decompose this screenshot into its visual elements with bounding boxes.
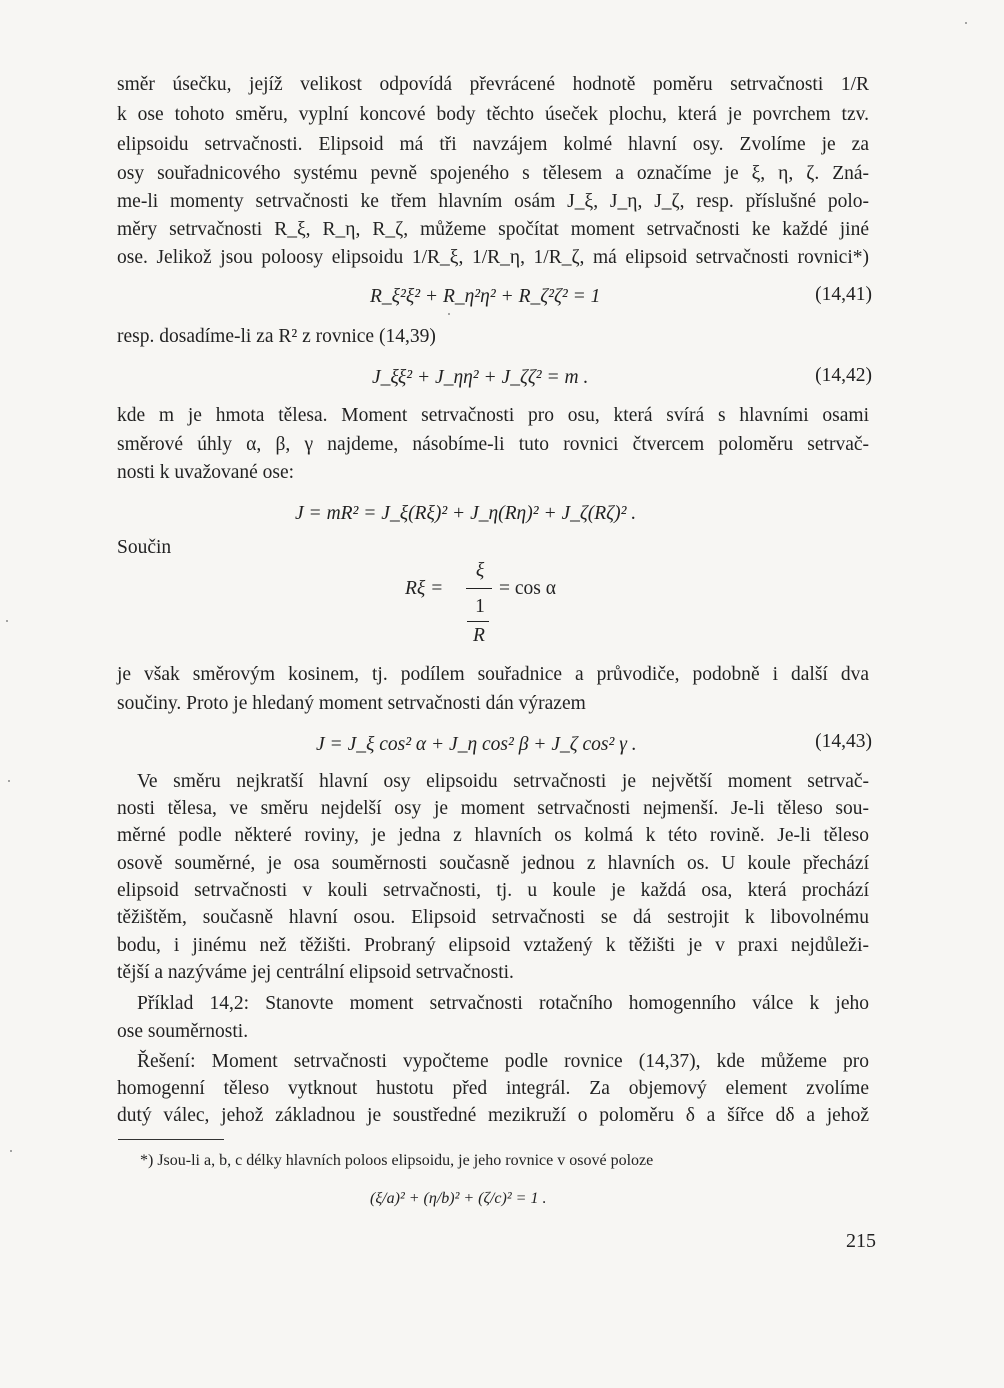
text-line-content: osy souřadnicového systému pevně spojeného s tělesem a označíme je ξ, η, ζ. Zná- bbox=[117, 163, 869, 184]
text-line-content: Součin bbox=[117, 537, 172, 558]
text-line bbox=[117, 934, 869, 958]
fraction-bar bbox=[467, 621, 489, 622]
equation-number: (14,41) bbox=[815, 284, 872, 305]
equation-14-42: J_ξξ² + J_ηη² + J_ζζ² = m . bbox=[372, 367, 589, 388]
text-line-content: součiny. Proto je hledaný moment setrvačnosti dán výrazem bbox=[117, 693, 586, 714]
text-line-content: kde m je hmota tělesa. Moment setrvačnosti pro osu, která svírá s hlavními osami bbox=[117, 405, 869, 426]
text-line-content: bodu, i jinému než těžišti. Probraný elipsoid vztažený k těžišti je v praxi nejdůleži- bbox=[117, 935, 869, 956]
footnote-formula: (ξ/a)² + (η/b)² + (ζ/c)² = 1 . bbox=[370, 1190, 547, 1207]
scan-speck bbox=[965, 22, 967, 24]
text-line-content: měry setrvačnosti R_ξ, R_η, R_ζ, můžeme spočítat moment setrvačnosti ke každé jiné bbox=[117, 219, 869, 240]
text-line bbox=[117, 133, 869, 157]
text-line bbox=[117, 246, 869, 270]
text-line-content: Ve směru nejkratší hlavní osy elipsoidu setrvačnosti je největší moment setrvač- bbox=[137, 771, 869, 792]
text-line-content: osově souměrné, je osa souměrnosti současně jednou z hlavních os. U koule přechází bbox=[117, 853, 869, 874]
text-line bbox=[137, 1050, 869, 1074]
footnote-text: *) Jsou-li a, b, c délky hlavních poloos elipsoidu, je jeho rovnice v osové poloze bbox=[140, 1152, 654, 1169]
text-line-content: nosti tělesa, ve směru nejdelší osy je moment setrvačnosti nejmenší. Je-li těleso sou- bbox=[117, 798, 869, 819]
fraction-denominator-top: 1 bbox=[475, 596, 485, 617]
text-line-content: homogenní těleso vytknout hustotu před integrál. Za objemový element zvolíme bbox=[117, 1078, 869, 1099]
text-line-content: měrné podle některé roviny, je jedna z hlavních os kolmá k této rovině. Je-li těleso bbox=[117, 825, 869, 846]
text-line-content: ose souměrnosti. bbox=[117, 1021, 249, 1042]
text-line-content: Příklad 14,2: Stanovte moment setrvačnosti rotačního homogenního válce k jeho bbox=[137, 993, 869, 1014]
text-line bbox=[117, 162, 869, 186]
text-line bbox=[117, 663, 869, 687]
text-line bbox=[117, 1020, 248, 1044]
text-line-content: směrové úhly α, β, γ najdeme, násobíme-li tuto rovnici čtvercem poloměru setrvač- bbox=[117, 434, 869, 455]
text-line bbox=[117, 73, 869, 97]
fraction-denominator-bottom: R bbox=[473, 625, 485, 646]
text-line bbox=[117, 692, 586, 716]
text-line-content: Řešení: Moment setrvačnosti vypočteme podle rovnice (14,37), kde můžeme pro bbox=[137, 1051, 869, 1072]
scan-speck bbox=[8, 780, 10, 782]
text-line-content: ose. Jelikož jsou poloosy elipsoidu 1/R_ξ, 1/R_η, 1/R_ζ, má elipsoid setrvačnosti rovnici*) bbox=[117, 247, 869, 268]
scan-speck bbox=[6, 620, 8, 622]
text-line bbox=[117, 536, 171, 560]
text-line-content: tější a nazýváme jej centrální elipsoid setrvačnosti. bbox=[117, 962, 514, 983]
text-line-content: resp. dosadíme-li za R² z rovnice (14,39) bbox=[117, 326, 436, 347]
equation-number: (14,42) bbox=[815, 365, 872, 386]
text-line-content: nosti k uvažované ose: bbox=[117, 462, 295, 483]
text-line bbox=[117, 433, 869, 457]
text-line bbox=[117, 961, 514, 985]
text-line bbox=[117, 824, 869, 848]
scan-speck bbox=[448, 313, 450, 315]
text-line bbox=[117, 325, 436, 349]
text-line-content: me-li momenty setrvačnosti ke třem hlavním osám J_ξ, J_η, J_ζ, resp. příslušné polo- bbox=[117, 191, 869, 212]
text-line-content: je však směrovým kosinem, tj. podílem souřadnice a průvodiče, podobně i další dva bbox=[117, 664, 869, 685]
text-line bbox=[117, 1077, 869, 1101]
equation-14-41: R_ξ²ξ² + R_η²η² + R_ζ²ζ² = 1 bbox=[370, 286, 601, 307]
text-line bbox=[117, 404, 869, 428]
text-line-content: elipsoidu setrvačnosti. Elipsoid má tři navzájem kolmé hlavní osy. Zvolíme je za bbox=[117, 134, 869, 155]
text-line-content: elipsoid setrvačnosti v kouli setrvačnosti, tj. u koule je každá osa, která prochází bbox=[117, 880, 869, 901]
text-line bbox=[117, 218, 869, 242]
page-number: 215 bbox=[846, 1230, 876, 1252]
footnote-rule bbox=[118, 1139, 224, 1140]
equation-moment-general: J = mR² = J_ξ(Rξ)² + J_η(Rη)² + J_ζ(Rζ)² . bbox=[295, 503, 637, 524]
text-line bbox=[117, 461, 294, 485]
text-line bbox=[137, 992, 869, 1016]
fraction-bar bbox=[466, 588, 492, 589]
text-line bbox=[117, 852, 869, 876]
text-line bbox=[117, 797, 869, 821]
text-line-content: směr úsečku, jejíž velikost odpovídá převrácené hodnotě poměru setrvačnosti 1/R bbox=[117, 74, 869, 95]
text-line bbox=[117, 906, 869, 930]
equation-rhs: = cos α bbox=[499, 578, 556, 599]
text-line bbox=[137, 770, 869, 794]
equation-lhs: Rξ = bbox=[405, 578, 444, 599]
fraction-numerator: ξ bbox=[475, 560, 485, 581]
scan-speck bbox=[10, 1150, 12, 1152]
text-line-content: k ose tohoto směru, vyplní koncové body těchto úseček plochu, která je povrchem tzv. bbox=[117, 104, 869, 125]
text-line bbox=[117, 879, 869, 903]
text-line-content: těžištěm, současně hlavní osou. Elipsoid setrvačnosti se dá sestrojit k libovolnému bbox=[117, 907, 869, 928]
text-line bbox=[117, 103, 869, 127]
text-line bbox=[117, 190, 869, 214]
equation-number: (14,43) bbox=[815, 731, 872, 752]
equation-14-43: J = J_ξ cos² α + J_η cos² β + J_ζ cos² γ . bbox=[316, 734, 637, 755]
text-line bbox=[117, 1104, 869, 1128]
text-line-content: dutý válec, jehož základnou je soustředné mezikruží o poloměru δ a šířce dδ a jehož bbox=[117, 1105, 869, 1126]
